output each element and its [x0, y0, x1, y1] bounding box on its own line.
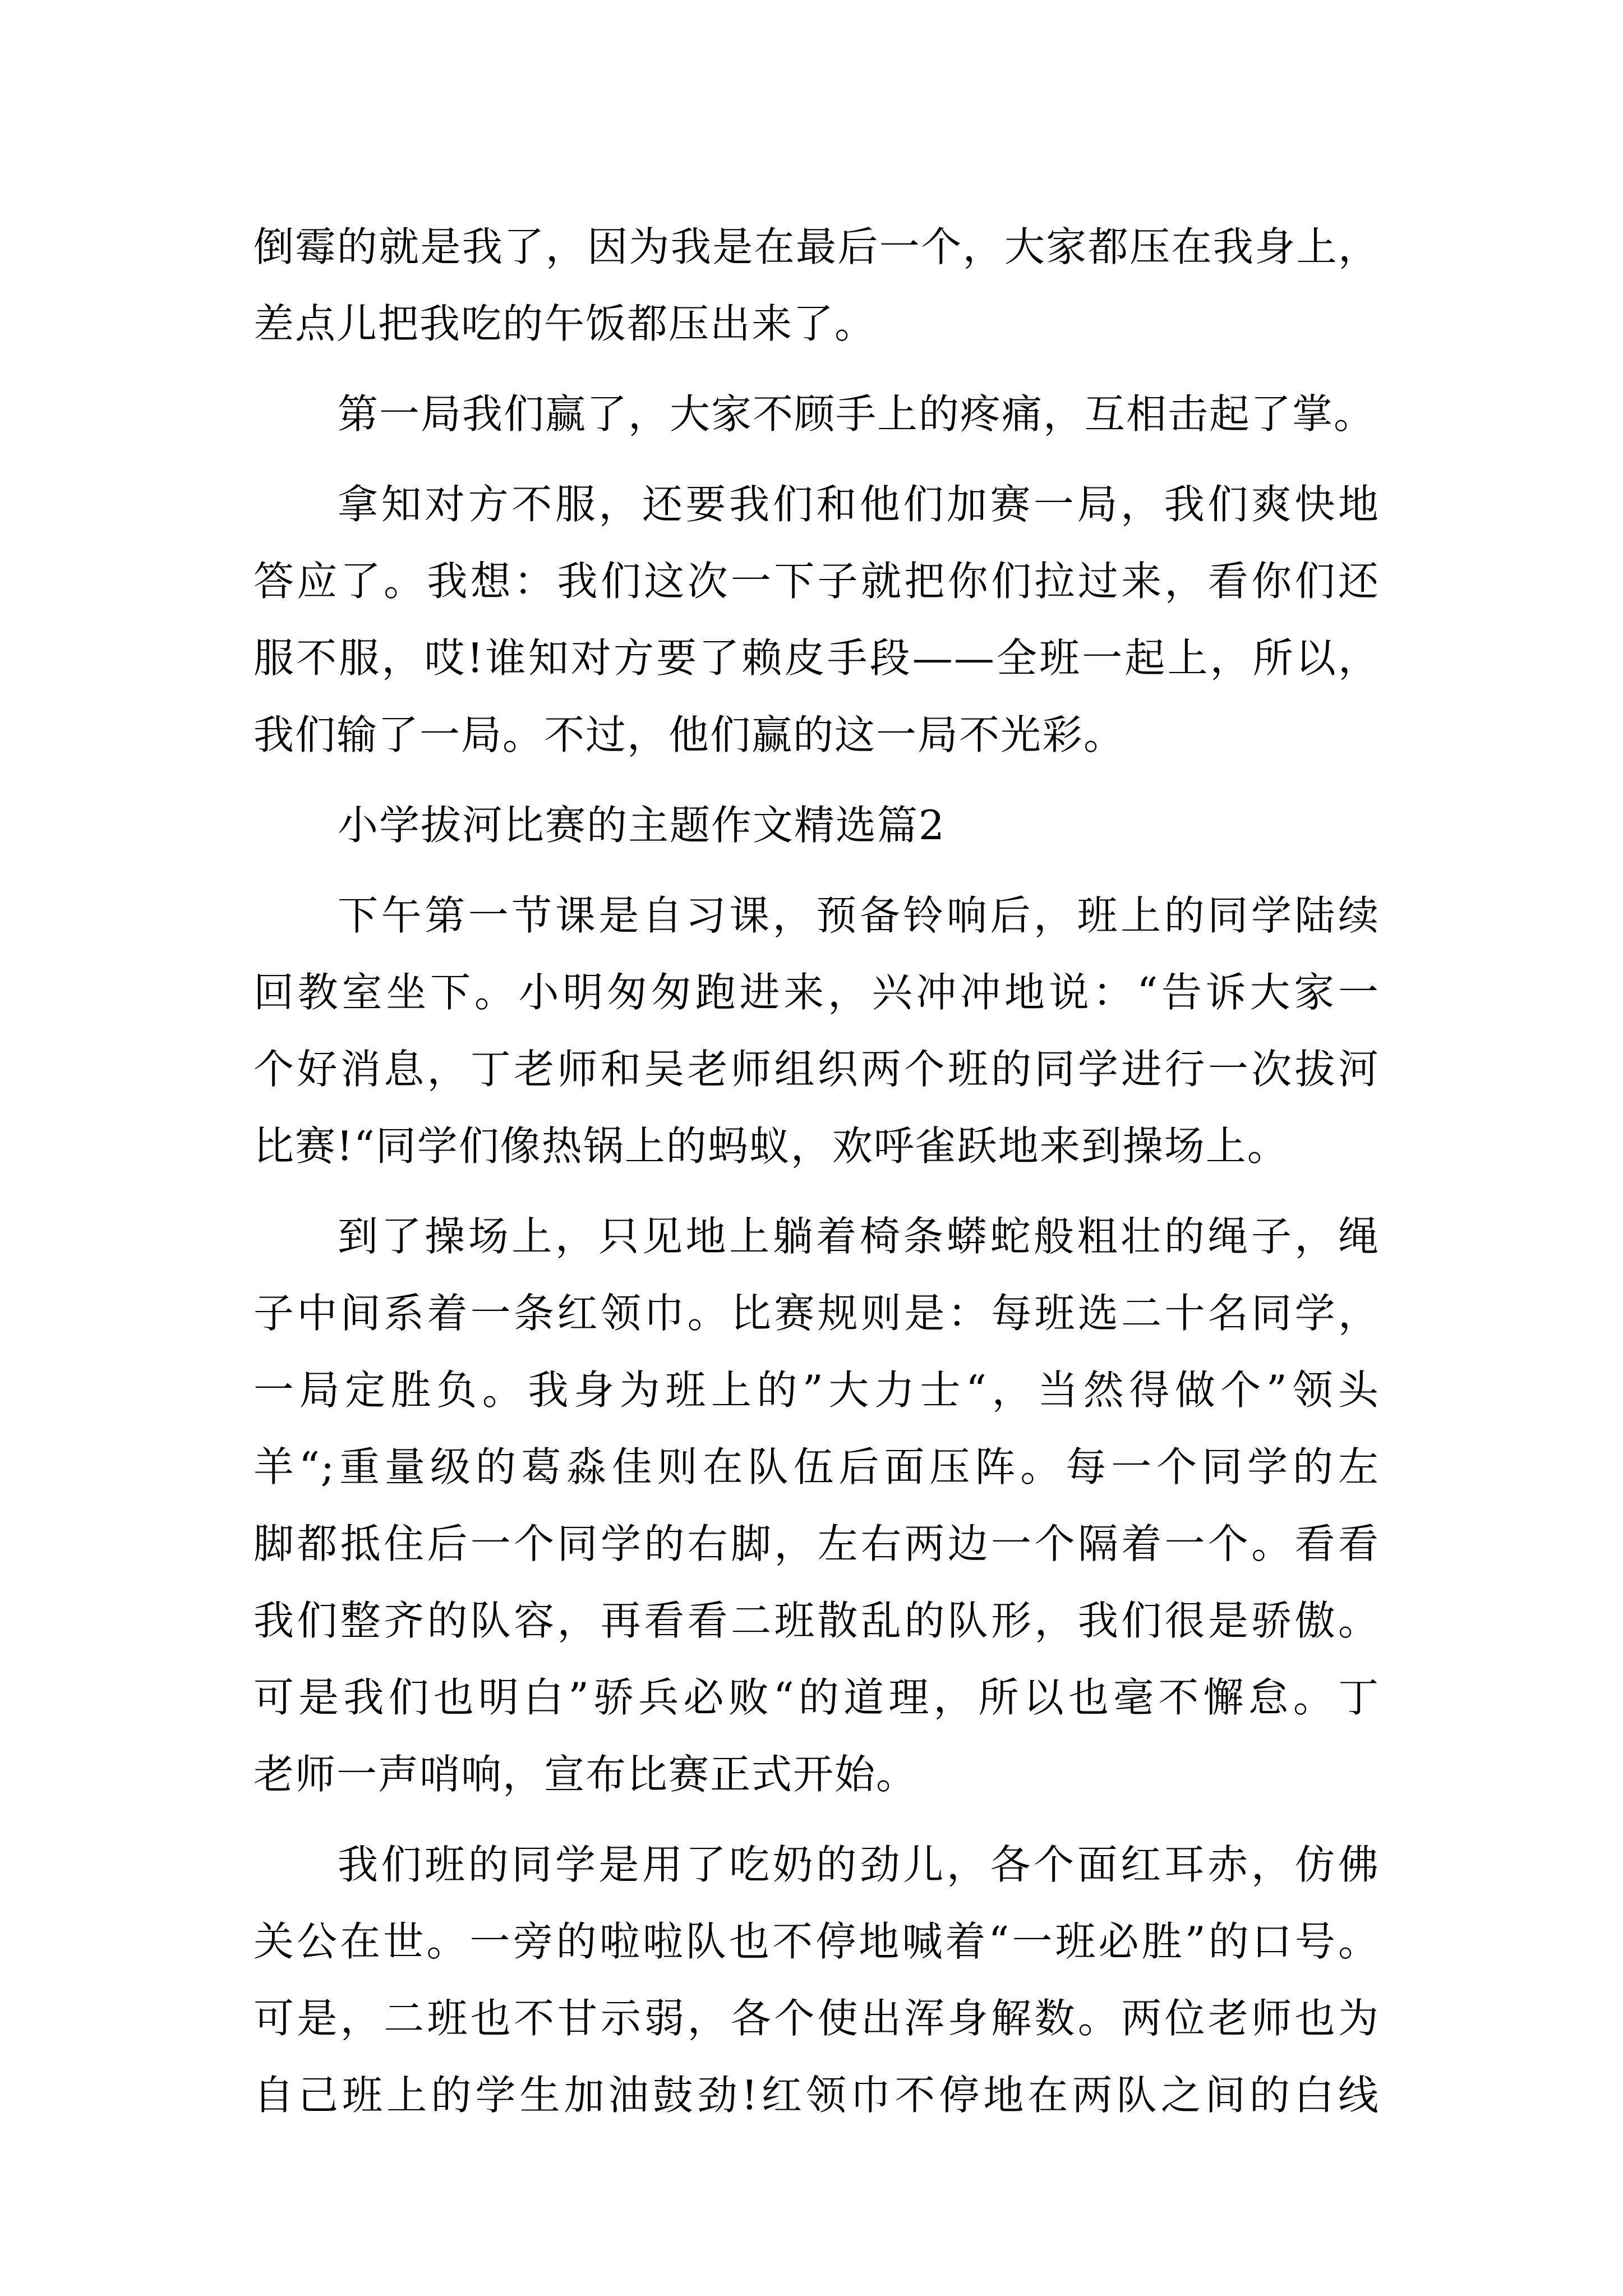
text-line: 羊“;重量级的葛淼佳则在队伍后面压阵。每一个同学的左	[253, 1443, 1380, 1490]
text-line: 一局定胜负。我身为班上的”大力士“，当然得做个”领头	[253, 1366, 1380, 1414]
text-line: 可是我们也明白”骄兵必败“的道理，所以也毫不懈怠。丁	[253, 1674, 1380, 1721]
text-line: 倒霉的就是我了，因为我是在最后一个，大家都压在我身上，	[253, 223, 1380, 270]
text-line: 差点儿把我吃的午饭都压出来了。	[253, 300, 877, 347]
paragraph-first-line: 第一局我们赢了，大家不顾手上的疼痛，互相击起了掌。	[338, 390, 1376, 438]
text-line: 个好消息，丁老师和吴老师组织两个班的同学进行一次拔河	[253, 1046, 1380, 1093]
text-line: 我们输了一局。不过，他们赢的这一局不光彩。	[253, 711, 1126, 758]
section-heading: 小学拔河比赛的主题作文精选篇2	[338, 802, 946, 849]
text-line: 关公在世。一旁的啦啦队也不停地喊着“一班必胜”的口号。	[253, 1918, 1380, 1965]
text-line: 脚都抵住后一个同学的右脚，左右两边一个隔着一个。看看	[253, 1520, 1380, 1567]
text-line: 自己班上的学生加油鼓劲!红领巾不停地在两队之间的白线	[253, 2072, 1380, 2119]
text-line: 我们整齐的队容，再看看二班散乱的队形，我们很是骄傲。	[253, 1597, 1380, 1644]
paragraph-first-line: 下午第一节课是自习课，预备铃响后，班上的同学陆续	[338, 892, 1380, 939]
text-line: 子中间系着一条红领巾。比赛规则是：每班选二十名同学，	[253, 1290, 1380, 1337]
text-line: 服不服，哎!谁知对方要了赖皮手段——全班一起上，所以，	[253, 634, 1380, 682]
text-line: 回教室坐下。小明匆匆跑进来，兴冲冲地说：“告诉大家一	[253, 969, 1380, 1016]
text-line: 老师一声哨响，宣布比赛正式开始。	[253, 1751, 918, 1798]
text-line: 答应了。我想：我们这次一下子就把你们拉过来，看你们还	[253, 558, 1380, 605]
paragraph-first-line: 拿知对方不服，还要我们和他们加赛一局，我们爽快地	[338, 481, 1380, 528]
essay-text	[253, 209, 1380, 2134]
text-line: 比赛!“同学们像热锅上的蚂蚁，欢呼雀跃地来到操场上。	[253, 1122, 1289, 1170]
text-line: 可是，二班也不甘示弱，各个使出浑身解数。两位老师也为	[253, 1995, 1380, 2042]
paragraph-first-line: 到了操场上，只见地上躺着椅条蟒蛇般粗壮的绳子，绳	[338, 1213, 1380, 1260]
paragraph-first-line: 我们班的同学是用了吃奶的劲儿，各个面红耳赤，仿佛	[338, 1841, 1380, 1888]
